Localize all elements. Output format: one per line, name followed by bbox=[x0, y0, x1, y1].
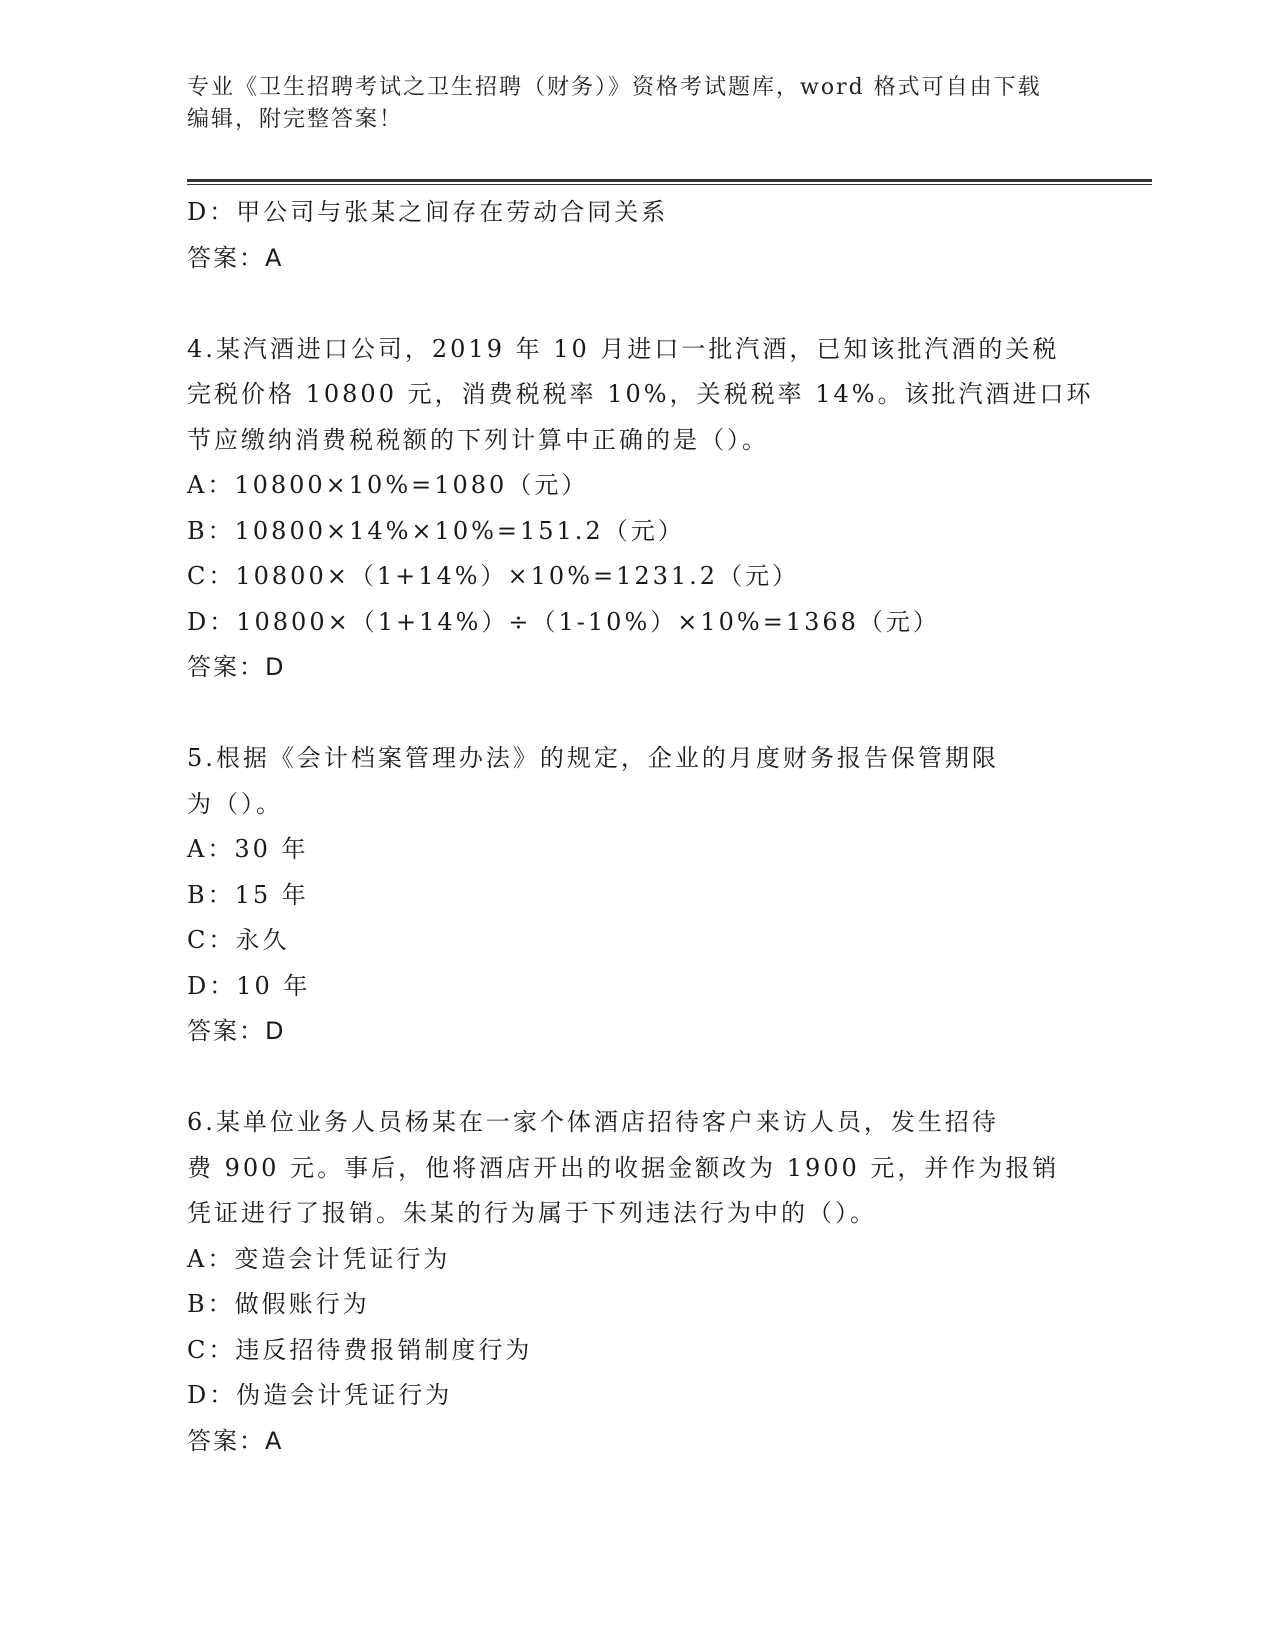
question-3-tail bbox=[187, 190, 1087, 281]
q5-answer: 答案：D bbox=[187, 1017, 286, 1045]
document-body bbox=[187, 190, 1094, 1464]
question-6 bbox=[187, 1100, 1087, 1464]
header-line-2: 编辑，附完整答案！ bbox=[187, 107, 404, 132]
q6-stem-line-2: 费 900 元。事后，他将酒店开出的收据金额改为 1900 元，并作为报销 bbox=[187, 1153, 1060, 1182]
q6-option-d: D：伪造会计凭证行为 bbox=[187, 1381, 453, 1409]
q4-stem-line-1: 4.某汽酒进口公司，2019 年 10 月进口一批汽酒，已知该批汽酒的关税 bbox=[187, 334, 1060, 363]
q6-stem-line-3: 凭证进行了报销。朱某的行为属于下列违法行为中的（）。 bbox=[187, 1199, 877, 1227]
header-line-1: 专业《卫生招聘考试之卫生招聘（财务）》资格考试题库，word 格式可自由下载 bbox=[187, 75, 1042, 100]
q6-option-a: A：变造会计凭证行为 bbox=[187, 1244, 451, 1273]
q5-option-d: D：10 年 bbox=[187, 971, 311, 1000]
q6-option-b: B：做假账行为 bbox=[187, 1290, 370, 1318]
q4-answer: 答案：D bbox=[187, 653, 286, 681]
q6-option-c: C：违反招待费报销制度行为 bbox=[187, 1335, 533, 1364]
header-divider bbox=[187, 179, 1152, 185]
q4-option-d: D：10800×（1+14%）÷（1-10%）×10%=1368（元） bbox=[187, 607, 940, 636]
q5-option-c: C：永久 bbox=[187, 926, 290, 954]
spacer bbox=[187, 691, 1087, 737]
question-5 bbox=[187, 736, 1087, 1055]
q3-option-d: D：甲公司与张某之间存在劳动合同关系 bbox=[187, 198, 669, 226]
q4-stem-line-3: 节应缴纳消费税税额的下列计算中正确的是（）。 bbox=[187, 425, 769, 454]
q5-stem-line-2: 为（）。 bbox=[187, 789, 283, 818]
spacer bbox=[187, 281, 1087, 327]
page-header bbox=[187, 72, 1087, 136]
q3-answer: 答案：A bbox=[187, 243, 284, 272]
q5-option-a: A：30 年 bbox=[187, 835, 309, 863]
q4-option-b: B：10800×14%×10%=151.2（元） bbox=[187, 516, 685, 545]
q5-option-b: B：15 年 bbox=[187, 880, 309, 909]
q4-option-c: C：10800×（1+14%）×10%=1231.2（元） bbox=[187, 562, 800, 590]
question-4 bbox=[187, 327, 1094, 691]
spacer bbox=[187, 1055, 1087, 1101]
q6-stem-line-1: 6.某单位业务人员杨某在一家个体酒店招待客户来访人员，发生招待 bbox=[187, 1108, 999, 1136]
q6-answer: 答案：A bbox=[187, 1426, 284, 1455]
q4-stem-line-2: 完税价格 10800 元，消费税税率 10%，关税税率 14%。该批汽酒进口环 bbox=[187, 380, 1094, 408]
q4-option-a: A：10800×10%=1080（元） bbox=[187, 471, 589, 499]
q5-stem-line-1: 5.根据《会计档案管理办法》的规定，企业的月度财务报告保管期限 bbox=[187, 744, 999, 772]
